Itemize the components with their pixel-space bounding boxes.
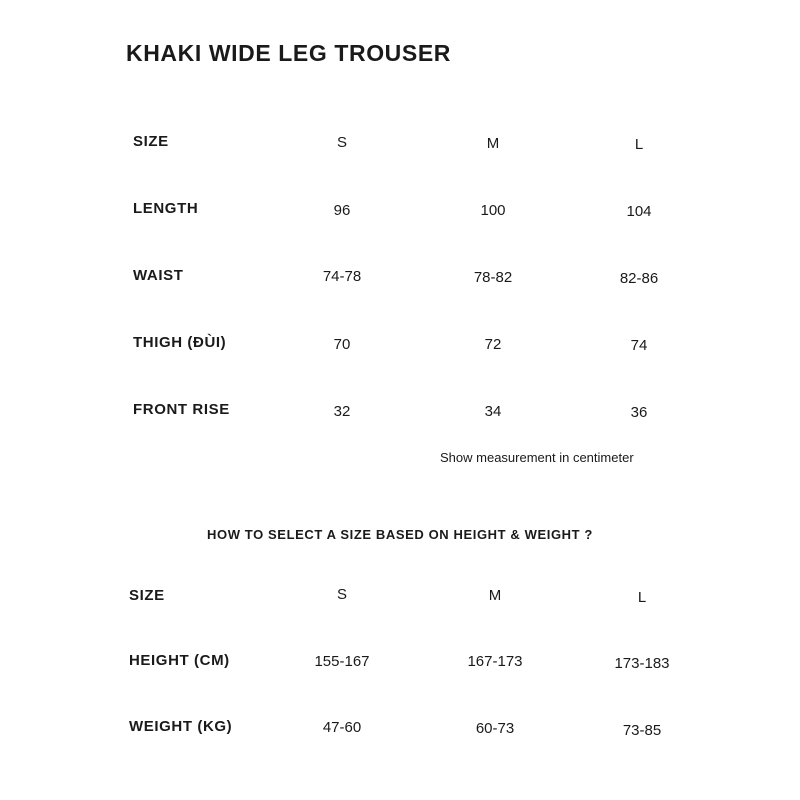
table-cell: 72 xyxy=(484,336,502,353)
table-row-label: SIZE xyxy=(129,587,165,604)
table-row-label: HEIGHT (CM) xyxy=(129,652,230,669)
table-row-label: FRONT RISE xyxy=(133,401,230,418)
table-cell: 60-73 xyxy=(475,720,515,737)
table-cell: 167-173 xyxy=(467,653,523,670)
table-row-label: WEIGHT (KG) xyxy=(129,718,233,735)
table-cell: M xyxy=(486,135,500,152)
table-cell: S xyxy=(336,134,348,151)
table-cell: 155-167 xyxy=(314,653,370,670)
table-cell: 74-78 xyxy=(322,268,362,285)
table-row-label: SIZE xyxy=(133,133,169,150)
table-row-label: THIGH (ĐÙI) xyxy=(133,334,227,351)
table-row-label: WAIST xyxy=(133,267,184,284)
table-cell: 47-60 xyxy=(322,719,362,736)
table-cell: 173-183 xyxy=(614,655,670,672)
size-guide-title: HOW TO SELECT A SIZE BASED ON HEIGHT & WEIGHT ? xyxy=(207,527,593,542)
table-row-label: LENGTH xyxy=(133,200,199,217)
table-cell: 32 xyxy=(333,403,351,420)
table-cell: 100 xyxy=(480,202,506,219)
table-cell: L xyxy=(637,589,647,606)
table-cell: 34 xyxy=(484,403,502,420)
measurement-unit-note: Show measurement in centimeter xyxy=(440,450,634,465)
table-cell: 70 xyxy=(333,336,351,353)
table-cell: 78-82 xyxy=(473,269,513,286)
table-cell: 96 xyxy=(333,202,351,219)
table-cell: 36 xyxy=(630,404,648,421)
table-cell: M xyxy=(488,587,502,604)
table-cell: 82-86 xyxy=(619,270,659,287)
table-cell: 74 xyxy=(630,337,648,354)
table-cell: 73-85 xyxy=(622,722,662,739)
page-title: KHAKI WIDE LEG TROUSER xyxy=(126,40,451,66)
table-cell: S xyxy=(336,586,348,603)
table-cell: L xyxy=(634,136,644,153)
table-cell: 104 xyxy=(626,203,652,220)
